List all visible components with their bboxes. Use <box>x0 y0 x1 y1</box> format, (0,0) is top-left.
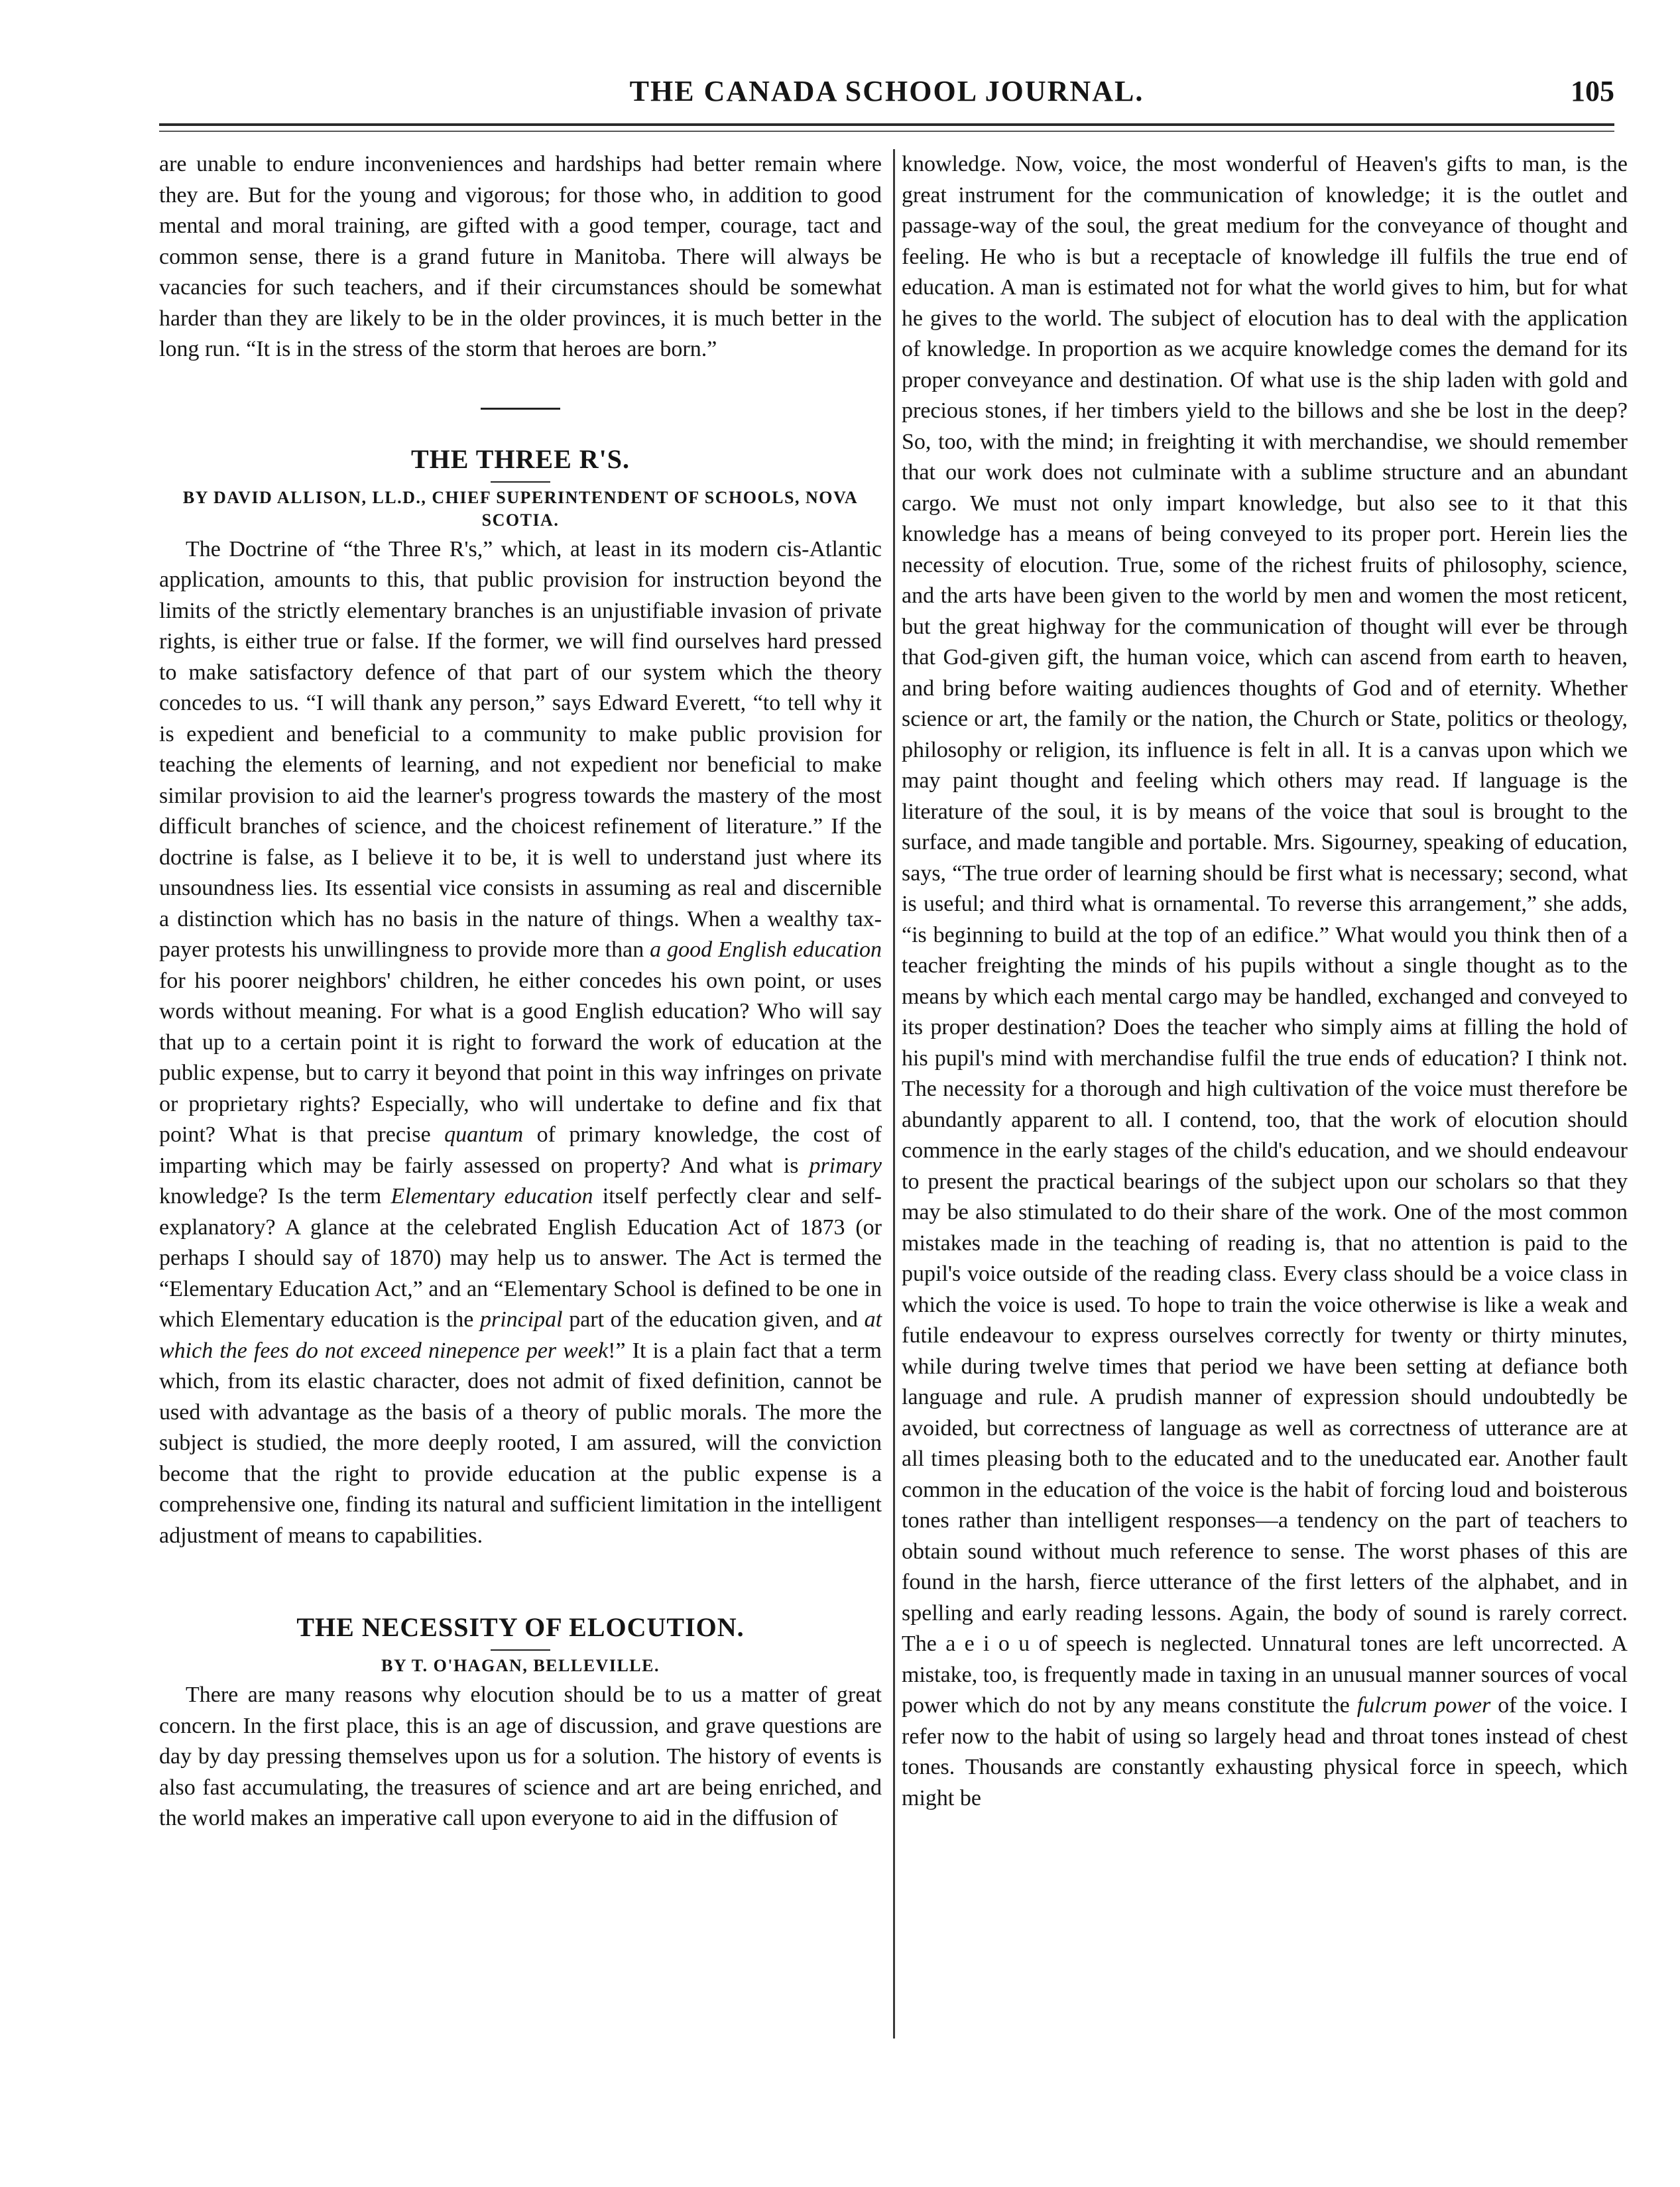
page-header <box>159 72 1614 111</box>
header-rule-thin <box>159 131 1614 132</box>
article-title-elocution: THE NECESSITY OF ELOCUTION. <box>296 1612 745 1642</box>
byline-allison: BY DAVID ALLISON, LL.D., CHIEF SUPERINTENDENT OF SCHOOLS, NOVA SCOTIA. <box>182 487 859 530</box>
body-text: for his poorer neighbors' children, he either concedes his own point, or uses words without meaning. For what is a good English education? Who will say that up to a certain point it is right to forward the work of education at the public expense, but to carry it beyond that point in this way infringes on private or proprietary rights? Especially, who will undertake to define and fix that point? What is that precise <box>159 968 882 1147</box>
body-text: knowledge? Is the term <box>159 1184 382 1209</box>
italic-text: fulcrum power <box>1356 1693 1491 1718</box>
body-text: of primary knowledge, the cost of imparting which may be fairly assessed on property? And what is <box>159 1122 882 1178</box>
italic-text: quantum <box>444 1122 524 1147</box>
page-number: 105 <box>1571 75 1614 107</box>
article-title-three-rs: THE THREE R'S. <box>410 443 630 474</box>
body-text: !” It is a plain fact that a term which, from its elastic character, does not admit of fixed definition, cannot be used with advantage as the basis of a theory of public morals. The more the subject is studied, the more deeply rooted, I am assured, will the conviction become that the right to provide education at the public expense is a comprehensive one, finding its natural and sufficient limitation in the intelligent adjustment of means to capabilities. <box>159 1338 882 1548</box>
elocution-body-continued <box>902 149 1628 1814</box>
header-rule <box>159 123 1614 126</box>
body-text: The Doctrine of “the Three R's,” which, at least in its modern cis-Atlantic application, amounts to this, that public provision for instruction beyond the limits of the strictly elementary branches is an unjustifiable invasion of private rights, is either true or false. If the former, we will find ourselves hard pressed to make satisfactory defence of that part of our system which the theory concedes to us. “I will thank any person,” says Edward Everett, “to tell why it is expedient and beneficial to a community to make public provision for teaching the elements of learning, and not expedient nor beneficial to make similar provision to aid the learner's progress towards the mastery of the most difficult branches of science, and the choicest refinement of literature.” If the doctrine is false, as I believe it to be, it is well to understand just where its unsoundness lies. Its essential vice consists in assuming as real and discernible a distinction which has no basis in the nature of things. When a wealthy tax-payer protests his unwillingness to provide more than <box>159 536 882 962</box>
body-text: itself perfectly clear and self-explanatory? A glance at the celebrated English Education Act of 1873 (or perhaps I should say of 1870) may help us to answer. The Act is termed the “Elementary Education Act,” and an “Elementary School is defined to be one in which Elementary education is the <box>159 1184 882 1332</box>
continued-paragraph: are unable to endure inconveniences and hardships had better remain where they are. But for the young and vigorous; for those who, in addition to good mental and moral training, are gifted with a good temper, courage, tact and common sense, there is a grand future in Manitoba. There will always be vacancies for such teachers, and if their circumstances should be somewhat harder than they are likely to be in the older provinces, it is much better in the long run. “It is in the stress of the storm that heroes are born.” <box>159 152 882 361</box>
title-underline <box>491 1649 550 1651</box>
running-title: THE CANADA SCHOOL JOURNAL. <box>629 75 1144 107</box>
italic-text: a good English education <box>650 937 882 962</box>
body-text: knowledge. Now, voice, the most wonderful of Heaven's gifts to man, is the great instrument for the communication of knowledge; it is the outlet and passage-way of the soul, the great medium for the conveyance of thought and feeling. He who is but a receptacle of knowledge ill fulfils the true end of education. A man is estimated not for what the world gives to him, but for what he gives to the world. The subject of elocution has to deal with the application of knowledge. In proportion as we acquire knowledge comes the demand for its proper conveyance and destination. Of what use is the ship laden with gold and precious stones, if her timbers yield to the billows and she be lost in the deep? So, too, with the mind; in freighting it with merchandise, we should remember that our work does not culminate with a sublime structure and an abundant cargo. We must not only impart knowledge, but also see to it that this knowledge has a means of being conveyed to its proper port. Herein lies the necessity of elocution. True, some of the richest fruits of philosophy, science, and the arts have been given to the world by men and women the most reticent, but the great highway for the communication of thought will ever be through that God-given gift, the human voice, which can ascend from earth to heaven, and bring before waiting audiences thoughts of God and of eternity. Whether science or art, the family or the nation, the Church or State, politics or theology, philosophy or religion, its influence is felt in all. It is a canvas upon which we may paint thought and feeling which others may read. If language is the literature of the soul, it is by means of the voice that soul is brought to the surface, and made tangible and portable. Mrs. Sigourney, speaking of education, says, “The true order of learning should be first what is necessary; second, what is useful; and third what is ornamental. To reverse this arrangement,” she adds, “is beginning to build at the top of an edifice.” What would you think then of a teacher freighting the minds of his pupils without a single thought as to the means by which each mental cargo may be handled, exchanged and conveyed to its proper destination? Does the teacher who simply aims at filling the hold of his pupil's mind with merchandise fulfil the true ends of education? I think not. The necessity for a thorough and high cultivation of the voice must therefore be abundantly apparent to all. I contend, too, that the work of elocution should commence in the early stages of the child's education, and we should endeavour to present the practical bearings of the subject upon our scholars so that they may be also stimulated to do their share of the work. One of the most common mistakes made in the teaching of reading is, that no attention is paid to the pupil's voice outside of the reading class. Every class should be a voice class in which the voice is used. To hope to train the voice otherwise is like a weak and futile endeavour to express ourselves correctly for twenty or thirty minutes, while during twelve times that period we have been setting at defiance both language and rule. A prudish manner of expression should undoubtedly be avoided, but correctness of language as well as correctness of utterance are at all times pleasing both to the educated and to the uneducated ear. Another fault common in the education of the voice is the habit of forcing loud and boisterous tones rather than intelligent responses—a tendency on the part of teachers to obtain sound without much reference to sense. The worst phases of this are found in the harsh, fierce utterance of the first letters of the alphabet, and in spelling and early reading lessons. Again, the body of sound is rarely correct. The a e i o u of speech is neglected. Unnatural tones are left uncorrected. A mistake, too, is frequently made in taxing in an unusual manner sources of vocal power which do not by any means constitute the <box>902 152 1628 1718</box>
spacer <box>159 1551 882 1611</box>
title-underline <box>491 481 550 483</box>
italic-text: at which the fees do not exceed ninepence per week <box>159 1307 882 1363</box>
left-column <box>159 149 882 1834</box>
column-divider <box>893 149 895 2039</box>
right-column <box>902 149 1628 1814</box>
italic-text: Elementary education <box>390 1184 593 1209</box>
three-rs-body <box>159 534 882 1552</box>
byline-ohagan: BY T. O'HAGAN, BELLEVILLE. <box>381 1656 660 1675</box>
italic-text: principal <box>479 1307 563 1332</box>
body-text: part of the education given, and <box>569 1307 858 1332</box>
elocution-body-start: There are many reasons why elocution should be to us a matter of great concern. In the first place, this is an age of discussion, and grave questions are day by day pressing themselves upon us for a solution. The history of events is also fast accumulating, the treasures of science and art are being enriched, and the world makes an imperative call upon everyone to aid in the diffusion of <box>159 1683 882 1830</box>
body-text: of the voice. I refer now to the habit of using so largely head and throat tones instead of chest tones. Thousands are constantly exhausting physical force in speech, which might be <box>902 1693 1628 1810</box>
section-separator <box>481 408 560 410</box>
italic-text: primary <box>809 1153 882 1178</box>
